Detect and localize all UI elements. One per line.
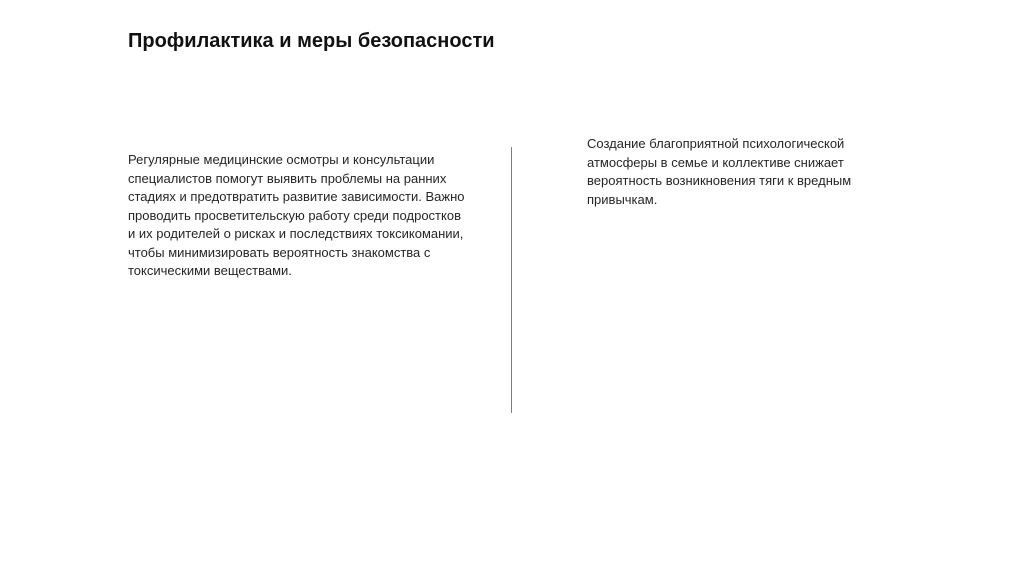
slide-title: Профилактика и меры безопасности <box>128 30 495 52</box>
right-column-text: Создание благоприятной психологической атмосферы в семье и коллективе снижает вероятность возникновения тяги к вредным привычкам. <box>587 136 852 207</box>
column-divider <box>511 147 512 413</box>
left-column-text: Регулярные медицинские осмотры и консультации специалистов помогут выявить проблемы на ранних стадиях и предотвратить развитие зависимости. Важно проводить просветительскую работу среди подростков и их родителей о рисках и последствиях токсикомании, чтобы минимизировать вероятность знакомства с токсическими веществами. <box>128 152 465 278</box>
